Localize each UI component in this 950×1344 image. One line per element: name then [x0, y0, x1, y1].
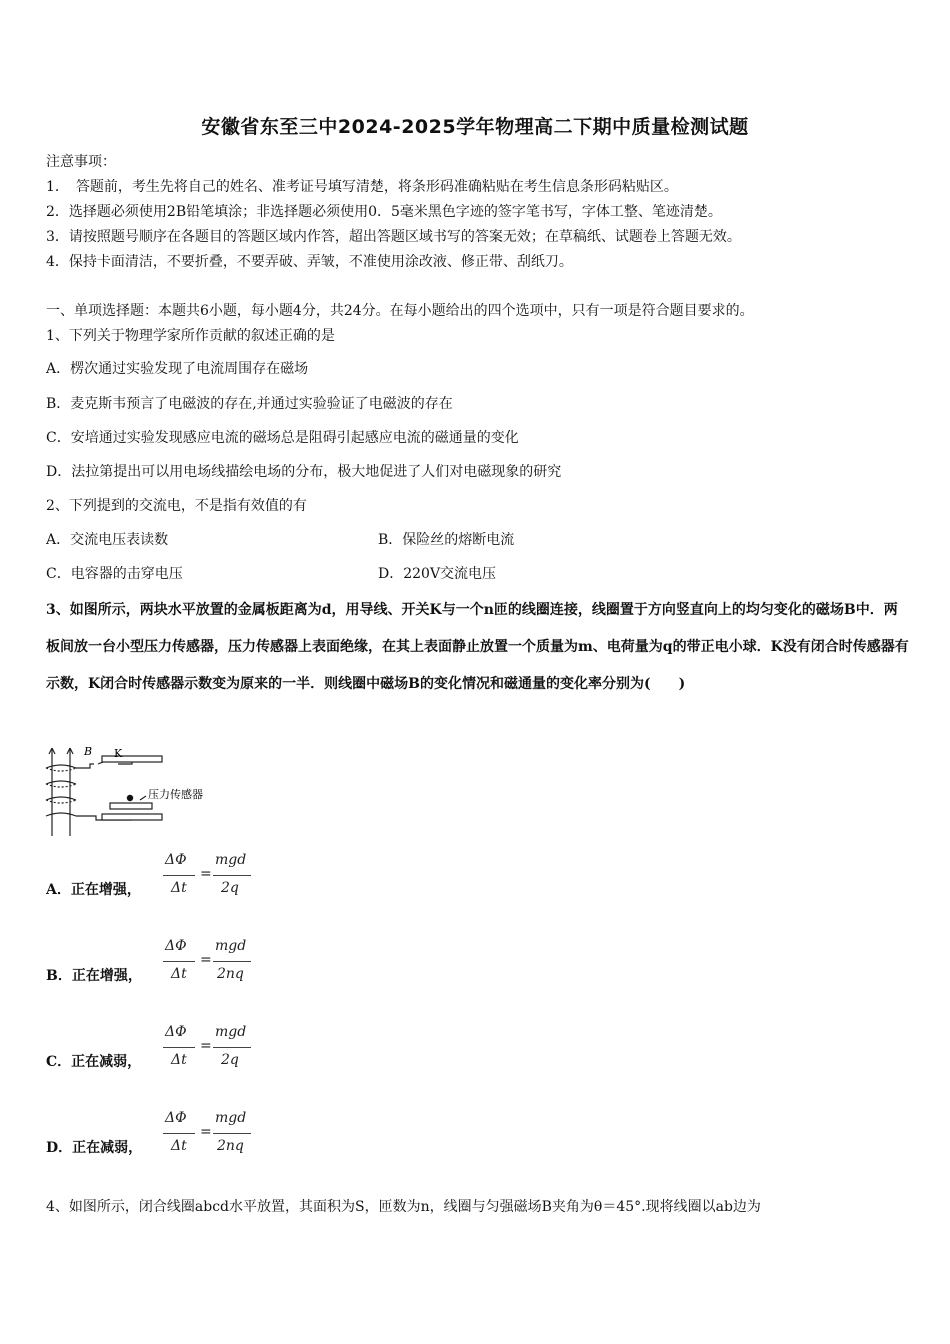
label-sensor: 压力传感器	[148, 788, 203, 801]
upper-plate	[102, 756, 162, 762]
q4-stem: 4、如图所示，闭合线圈abcd水平放置，其面积为S，匝数为n，线圈与匀强磁场B夹角为θ＝45°.现将线圈以ab边为	[46, 1199, 761, 1215]
q1-option-d: D．法拉第提出可以用电场线描绘电场的分布，极大地促进了人们对电磁现象的研究	[46, 464, 562, 480]
section-heading: 一、单项选择题：本题共6小题，每小题4分，共24分。在每小题给出的四个选项中，只有一项是符合题目要求的。	[46, 303, 754, 319]
q2-option-b: B．保险丝的熔断电流	[378, 532, 515, 548]
label-k: K	[114, 747, 123, 760]
notice-item-1: 1． 答题前，考生先将自己的姓名、准考证号填写清楚，将条形码准确粘贴在考生信息条形码粘贴区。	[46, 179, 678, 195]
q3-option-d: D．正在减弱，	[46, 1140, 143, 1156]
lower-plate	[102, 814, 162, 820]
q3-circuit-figure	[40, 742, 230, 840]
q1-stem: 1、下列关于物理学家所作贡献的叙述正确的是	[46, 328, 335, 344]
exam-page: 安徽省东至三中2024-2025学年物理高二下期中质量检测试题 注意事项： 1． 答题前，考生先将自己的姓名、准考证号填写清楚，将条形码准确粘贴在考生信息条形码粘贴区。 2．选择题必须使用2B铅笔填涂；非选择题必须使用0．5毫米黑色字迹的签字笔书写，字体工整、笔迹清楚。 3．请按照题号顺序在各题目的答题区域内作答，超出答题区域书写的答案无效；在草稿纸、试题卷上答题无效。 4．保持卡面清洁，不要折叠，不要弄破、弄皱，不准使用涂改液、修正带、刮纸刀。 一、单项选择题：本题共6小题，每小题4分，共24分。在每小题给出的四个选项中，只有一项是符合题目要求的。 1、下列关于物理学家所作贡献的叙述正确的是 A．楞次通过实验发现了电流周围存在磁场 B．麦克斯韦预言了电磁波的存在,并通过实验验证了电磁波的存在 C．安培通过实验发现感应电流的磁场总是阻碍引起感应电流的磁通量的变化 D．法拉第提出可以用电场线描绘电场的分布，极大地促进了人们对电磁现象的研究 2、下列提到的交流电，不是指有效值的有 A．交流电压表读数 B．保险丝的熔断电流 C．电容器的击穿电压 D．220V交流电压 3、如图所示，两块水平放置的金属板距离为d，用导线、开关K与一个n匝的线圈连接，线圈置于方向竖直向上的均匀变化的磁场B中．两板间放一台小型压力传感器，压力传感器上表面绝缘，在其上表面静止放置一个质量为m、电荷量为q的带正电小球．K没有闭合时传感器有示数，K闭合时传感器示数变为原来的一半．则线圈中磁场B的变化情况和磁通量的变化率分别为( ) B K 压力传感器 A．正在增强， ΔΦ Δt = mgd 2q B．正在增强， ΔΦ Δt = mgd 2nq C．正在减弱， ΔΦ Δt = mgd 2q D．正在减弱， ΔΦ Δt = mgd 2nq 4、如图所示，闭合线圈abcd水平放置，其面积为S，匝数为n，线圈与匀强磁场B夹角为θ＝45°.现将线圈以ab边为	[0, 0, 950, 1344]
q3-stem: 3、如图所示，两块水平放置的金属板距离为d，用导线、开关K与一个n匝的线圈连接，线圈置于方向竖直向上的均匀变化的磁场B中．两板间放一台小型压力传感器，压力传感器上表面绝缘，在其上表面静止放置一个质量为m、电荷量为q的带正电小球．K没有闭合时传感器有示数，K闭合时传感器示数变为原来的一半．则线圈中磁场B的变化情况和磁通量的变化率分别为( )	[46, 602, 909, 692]
label-b: B	[84, 745, 93, 758]
wire	[76, 764, 94, 768]
coil	[46, 765, 76, 816]
charged-ball	[127, 795, 133, 801]
q3-option-a: A．正在增强，	[46, 882, 141, 898]
q2-stem: 2、下列提到的交流电，不是指有效值的有	[46, 498, 307, 514]
notice-item-3: 3．请按照题号顺序在各题目的答题区域内作答，超出答题区域书写的答案无效；在草稿纸、试题卷上答题无效。	[46, 229, 741, 245]
q3-option-c: C．正在减弱，	[46, 1054, 142, 1070]
q2-option-c: C．电容器的击穿电压	[46, 566, 183, 582]
q1-option-b: B．麦克斯韦预言了电磁波的存在,并通过实验验证了电磁波的存在	[46, 396, 453, 412]
notice-heading: 注意事项：	[46, 154, 116, 170]
q3-option-b: B．正在增强，	[46, 968, 142, 984]
q1-option-c: C．安培通过实验发现感应电流的磁场总是阻碍引起感应电流的磁通量的变化	[46, 430, 519, 446]
pressure-sensor	[110, 803, 152, 809]
q1-option-a: A．楞次通过实验发现了电流周围存在磁场	[46, 361, 309, 377]
page-title: 安徽省东至三中2024-2025学年物理高二下期中质量检测试题	[201, 116, 749, 138]
q2-option-a: A．交流电压表读数	[46, 532, 169, 548]
notice-item-4: 4．保持卡面清洁，不要折叠，不要弄破、弄皱，不准使用涂改液、修正带、刮纸刀。	[46, 254, 573, 270]
q2-option-d: D．220V交流电压	[378, 566, 497, 582]
notice-item-2: 2．选择题必须使用2B铅笔填涂；非选择题必须使用0．5毫米黑色字迹的签字笔书写，字体工整、笔迹清楚。	[46, 204, 722, 220]
